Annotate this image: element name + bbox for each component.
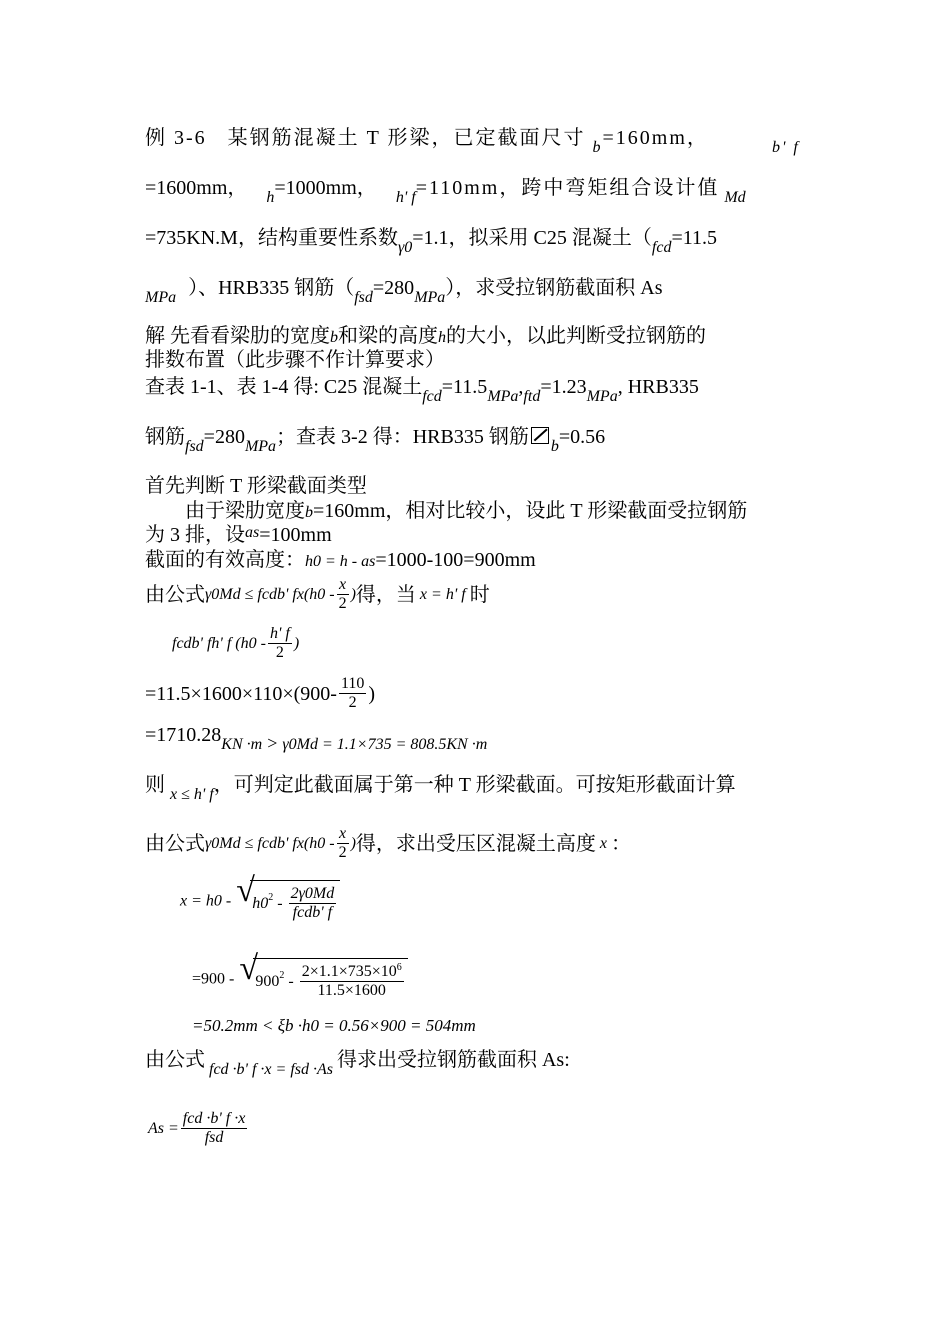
radical-icon: √ — [239, 950, 259, 987]
text: 和梁的高度 — [338, 325, 438, 347]
solution-line-7 — [145, 525, 332, 545]
term: 900 — [255, 972, 280, 990]
var-b: b — [330, 329, 338, 346]
solution-line-1 — [145, 326, 706, 346]
unit-mpa: MPa — [586, 388, 618, 405]
unit-mpa: MPa — [244, 438, 277, 455]
value-h: =1000mm， — [274, 177, 377, 199]
value-b: =160mm， — [602, 127, 709, 149]
text: ；查表 3-2 得：HRB335 钢筋 — [276, 426, 529, 448]
formula: x = h0 - — [180, 892, 232, 910]
section-type-heading: 首先判断 T 形梁截面类型 — [145, 475, 367, 497]
text: 查表 1-1、表 1-4 得: C25 混凝土 — [145, 376, 423, 398]
fraction — [300, 963, 404, 1001]
problem-line-4 — [145, 277, 663, 306]
fraction — [289, 885, 337, 923]
value: =11.5 — [441, 376, 488, 398]
value-fsd: =280 — [372, 277, 415, 299]
paren: ) — [350, 834, 356, 852]
problem-heading — [145, 127, 800, 156]
var-x: x — [599, 834, 608, 852]
var-fcd: fcd — [651, 239, 672, 256]
numerator: x — [337, 825, 349, 844]
solution-line-3 — [145, 376, 699, 405]
text: 得，当 — [355, 583, 416, 606]
fraction — [337, 576, 349, 614]
var-ftd: ftd — [523, 388, 541, 405]
formula-x — [180, 872, 340, 923]
value-bf: =1600mm， — [145, 177, 248, 199]
text: 的大小，以此判断受拉钢筋的 — [446, 325, 706, 347]
text: 为 3 排，设 — [145, 524, 245, 546]
unit-mpa: MPa — [414, 289, 446, 306]
formula: x = h' f — [419, 585, 466, 603]
formula: fcdb' fh' f (h0 - — [172, 634, 266, 652]
numerator: x — [337, 576, 349, 595]
judgement-line — [145, 774, 736, 803]
denominator: fcdb' f — [292, 904, 333, 922]
unit-mpa: MPa — [145, 289, 177, 306]
fraction — [268, 625, 292, 663]
formula: x ≤ h' f — [170, 786, 214, 803]
text: 得，求出受压区混凝土高度 — [355, 832, 596, 855]
text: ，可判定此截面属于第一种 T 形梁截面。可按矩形截面计算 — [213, 774, 736, 796]
problem-statement: 某钢筋混凝土 T 形梁，已定截面尺寸 — [227, 127, 586, 149]
area-formula-line — [145, 1049, 570, 1078]
question-text: ），求受拉钢筋截面积 As — [445, 277, 663, 299]
var-b: b — [305, 504, 313, 521]
denominator: 11.5×1600 — [317, 982, 386, 1000]
sqrt — [239, 950, 407, 1001]
text: 由公式 — [145, 583, 205, 606]
var-fcd: fcd — [422, 388, 442, 405]
solution-line-6 — [185, 501, 747, 521]
effective-height-line — [145, 550, 536, 570]
denominator: 2 — [338, 595, 347, 613]
var-as: as — [245, 524, 260, 541]
sqrt — [236, 872, 340, 923]
calc: =11.5×1600×110×(900- — [145, 682, 337, 705]
var-bf: b' f — [772, 139, 800, 156]
formula-line-2 — [172, 625, 299, 663]
text: ： — [611, 832, 632, 855]
var-b: b — [592, 139, 603, 156]
denominator: 2 — [338, 844, 347, 862]
greater-than: > — [267, 733, 278, 753]
value-hf: =110mm，跨中弯矩组合设计值 — [415, 177, 720, 199]
value: =1000-100=900mm — [375, 549, 536, 571]
var-fsd: fsd — [354, 289, 373, 306]
numerator: 2×1.1×735×10 — [301, 963, 397, 980]
exponent: 2 — [279, 970, 285, 982]
formula: γ0Md ≤ fcdb' fx(h0 - — [205, 834, 335, 852]
var-md: Md — [724, 189, 746, 206]
value-fcd: =11.5 — [671, 227, 717, 249]
denominator: fsd — [204, 1129, 224, 1147]
formula: h0 = h - as — [305, 553, 376, 570]
formula-line-3 — [145, 825, 631, 863]
text: 钢筋 — [145, 426, 185, 448]
value-xib: =0.56 — [558, 426, 606, 448]
denominator: 2 — [348, 694, 357, 712]
text: 时 — [469, 583, 490, 606]
value: =100mm — [259, 524, 332, 546]
numerator: 2γ0Md — [289, 885, 337, 904]
text: =160mm，相对比较小，设此 T 形梁截面受拉钢筋 — [313, 500, 748, 522]
value-md: =735KN.M，结构重要性系数 — [145, 227, 398, 249]
formula: As = — [148, 1119, 179, 1137]
value: =280 — [203, 426, 245, 448]
calc-x — [192, 950, 408, 1001]
minus: - — [288, 972, 294, 990]
numerator: 110 — [339, 675, 366, 694]
value-gamma0: =1.1，拟采用 C25 混凝土（ — [412, 227, 652, 249]
formula-line-1 — [145, 576, 490, 614]
text: 由于梁肋宽度 — [185, 500, 305, 522]
unit-mpa: MPa — [487, 388, 519, 405]
text: 截面的有效高度： — [145, 549, 305, 571]
text: 则 — [145, 774, 165, 796]
steel-grade-text: ）、HRB335 钢筋（ — [188, 277, 355, 299]
xi-symbol-icon — [531, 427, 549, 444]
var-fsd: fsd — [185, 438, 204, 455]
example-label: 例 3-6 — [145, 127, 207, 149]
fraction — [337, 825, 349, 863]
formula: γ0Md ≤ fcdb' fx(h0 - — [205, 585, 335, 603]
paren: ) — [368, 682, 376, 705]
var-hf: h' f — [395, 189, 416, 206]
var-h: h — [438, 329, 446, 346]
formula: γ0Md = 1.1×735 = 808.5KN ·m — [282, 736, 488, 753]
calc-line-1 — [145, 675, 375, 713]
as-formula — [148, 1110, 249, 1148]
solution-line-2: 排数布置（此步骤不作计算要求） — [145, 349, 445, 371]
minus: - — [277, 894, 283, 912]
paren: ) — [350, 585, 356, 603]
calc-line-2 — [145, 724, 488, 753]
solution-intro: 解 先看看梁肋的宽度 — [145, 325, 330, 347]
result-x: =50.2mm < ξb ·h0 = 0.56×900 = 504mm — [192, 1016, 476, 1035]
text: , — [518, 376, 524, 398]
subscript-b: b — [550, 438, 559, 455]
text: 由公式 — [145, 832, 205, 855]
fraction — [339, 675, 366, 713]
exponent: 2 — [268, 892, 274, 904]
paren: ) — [293, 634, 300, 652]
term: h0 — [252, 894, 269, 912]
numerator: fcd ·b' f ·x — [181, 1110, 248, 1129]
text: 得求出受拉钢筋截面积 As: — [336, 1049, 570, 1071]
solution-line-4 — [145, 426, 606, 455]
value: =1710.28 — [145, 724, 222, 746]
fraction — [181, 1110, 248, 1148]
formula: fcd ·b' f ·x = fsd ·As — [209, 1061, 333, 1078]
text: 由公式 — [145, 1049, 205, 1071]
denominator: 2 — [275, 644, 284, 662]
var-gamma0: γ0 — [397, 239, 413, 256]
numerator: h' f — [268, 625, 292, 644]
unit: KN ·m — [221, 736, 263, 753]
problem-line-3 — [145, 227, 717, 256]
text: , HRB335 — [617, 376, 699, 398]
radical-icon: √ — [236, 872, 255, 909]
exponent: 6 — [396, 962, 402, 973]
var-h: h — [266, 189, 275, 206]
problem-line-2 — [145, 177, 746, 206]
value: =1.23 — [540, 376, 587, 398]
calc: =900 - — [192, 970, 235, 988]
